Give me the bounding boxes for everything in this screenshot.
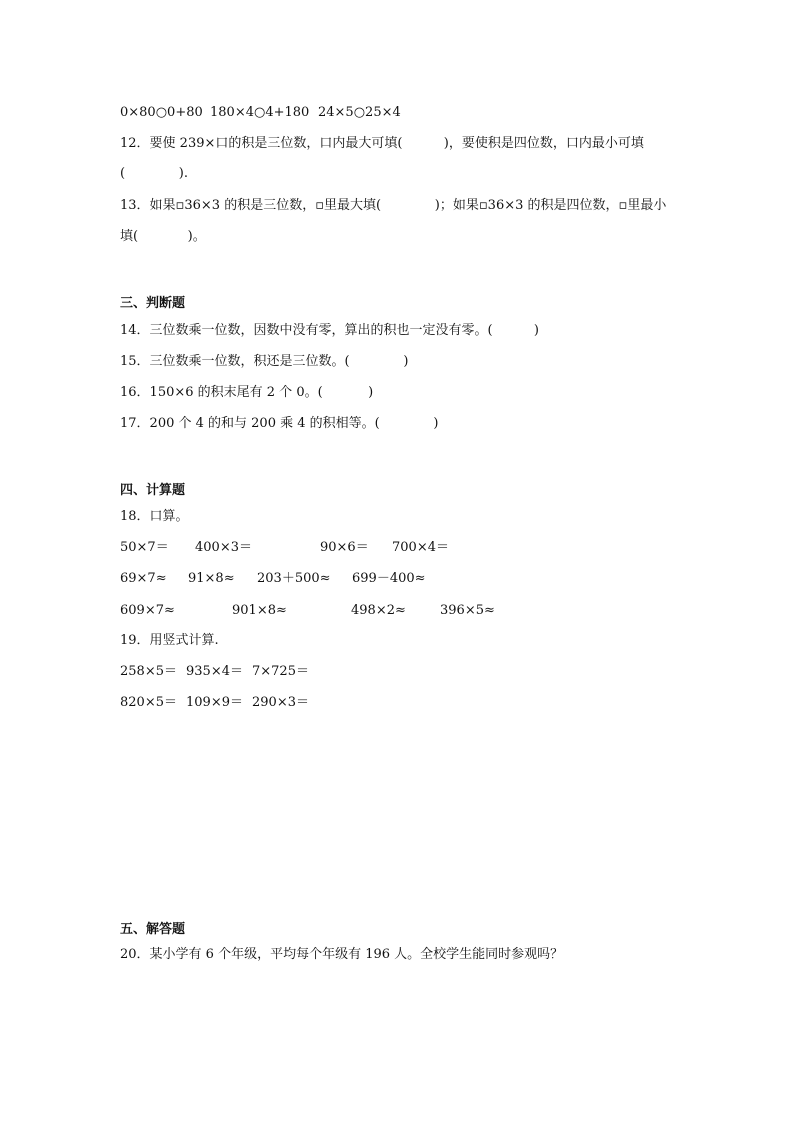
q18-row2-item: 91×8≈ — [188, 571, 235, 586]
q18-row3-item: 901×8≈ — [232, 603, 287, 618]
q18-row1-item: 90×6＝ — [320, 540, 369, 555]
q19-row1-item: 258×5＝ — [120, 664, 177, 679]
q19-row2-item: 290×3＝ — [252, 695, 309, 710]
question-18-label: 18．口算。 — [120, 509, 189, 524]
question-20: 20．某小学有 6 个年级，平均每个年级有 196 人。全校学生能同时参观吗？ — [120, 947, 564, 962]
q18-row1-item: 400×3＝ — [195, 540, 252, 555]
compare-expr-3: 24×5○25×4 — [318, 105, 401, 120]
q19-row1-item: 935×4＝ — [186, 664, 243, 679]
q18-row2-item: 69×7≈ — [120, 571, 167, 586]
q18-row2-item: 699－400≈ — [352, 571, 426, 586]
question-17: 17．200 个 4 的和与 200 乘 4 的积相等。( ) — [120, 416, 439, 431]
question-14: 14．三位数乘一位数，因数中没有零，算出的积也一定没有零。( ) — [120, 323, 540, 338]
question-15: 15．三位数乘一位数，积还是三位数。( ) — [120, 354, 409, 369]
q18-row2-item: 203＋500≈ — [257, 571, 331, 586]
section-5-title: 五、解答题 — [120, 922, 186, 937]
section-4-title: 四、计算题 — [120, 483, 186, 498]
question-13-line-1: 13．如果▫36×3 的积是三位数，▫里最大填( )；如果▫36×3 的积是四位数，▫里最小 — [120, 198, 667, 213]
section-3-title: 三、判断题 — [120, 296, 186, 311]
question-12-line-1: 12．要使 239×口的积是三位数，口内最大可填( )，要使积是四位数，口内最小可填 — [120, 136, 644, 151]
question-12-line-2: ( ). — [120, 166, 188, 181]
question-19-label: 19．用竖式计算. — [120, 633, 219, 648]
q18-row3-item: 609×7≈ — [120, 603, 175, 618]
q19-row2-item: 820×5＝ — [120, 695, 177, 710]
q19-row1-item: 7×725＝ — [252, 664, 309, 679]
compare-expr-2: 180×4○4+180 — [210, 105, 310, 120]
q18-row3-item: 498×2≈ — [351, 603, 406, 618]
q18-row1-item: 700×4＝ — [392, 540, 449, 555]
question-16: 16．150×6 的积末尾有 2 个 0。( ) — [120, 385, 374, 400]
q18-row3-item: 396×5≈ — [440, 603, 495, 618]
q18-row1-item: 50×7＝ — [120, 540, 169, 555]
q19-row2-item: 109×9＝ — [186, 695, 243, 710]
compare-expr-1: 0×80○0+80 — [120, 105, 203, 120]
question-13-line-2: 填( )。 — [120, 229, 206, 244]
